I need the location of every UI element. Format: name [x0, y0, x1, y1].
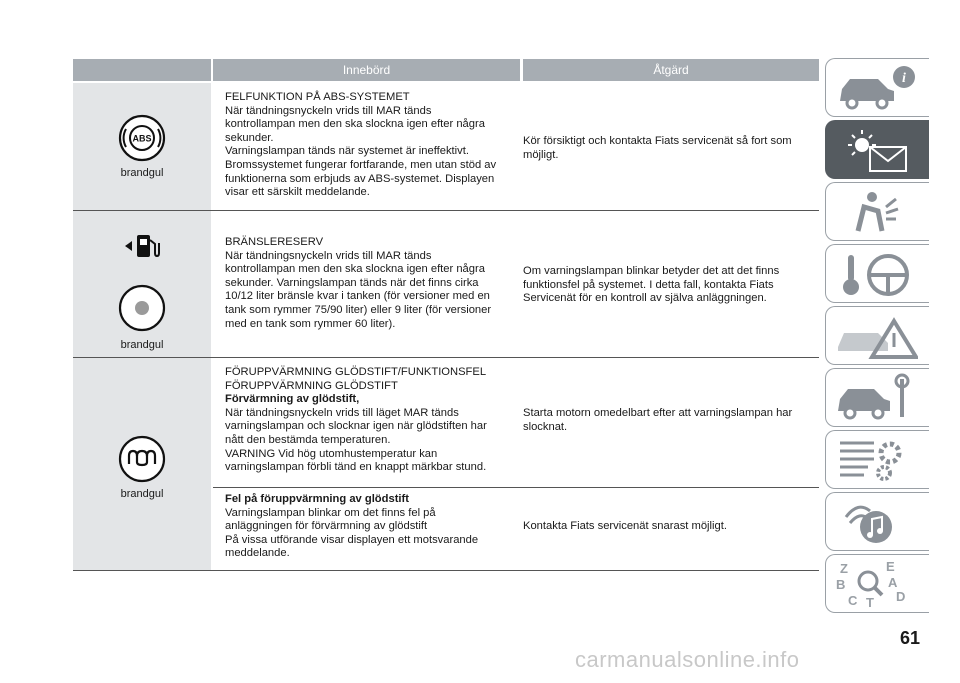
svg-text:ABS: ABS — [132, 133, 152, 144]
side-tab-technical-data[interactable] — [825, 430, 929, 489]
header-meaning: Innebörd — [213, 59, 520, 81]
meaning-title: FELFUNKTION PÅ ABS-SYSTEMET — [225, 91, 410, 103]
svg-text:A: A — [888, 575, 898, 590]
side-tab-index[interactable] — [825, 554, 929, 613]
lamp-caption: brandgul — [120, 488, 164, 500]
car-maintenance-icon — [834, 373, 918, 423]
warning-light-icon — [834, 125, 918, 175]
side-tab-car-info[interactable] — [825, 58, 929, 117]
table-row — [73, 211, 819, 357]
emergency-triangle-icon — [834, 311, 918, 361]
side-tab-multimedia[interactable] — [825, 492, 929, 551]
lamp-cell — [73, 358, 211, 570]
svg-text:E: E — [886, 559, 895, 574]
header-lamp — [73, 59, 211, 81]
key-steering-icon — [834, 249, 918, 299]
header-action: Åtgärd — [523, 59, 819, 81]
glow-plug-icon — [117, 434, 167, 484]
svg-text:D: D — [896, 589, 906, 604]
action-cell: Starta motorn omedelbart efter att varningslampan har slocknat. Kontakta Fiats servicenät snarast möjligt. — [523, 407, 793, 532]
abs-warning-icon — [117, 113, 167, 163]
meaning-cell: FÖRUPPVÄRMNING GLÖDSTIFT/FUNKTIONSFEL FÖRUPPVÄRMNING GLÖDSTIFT Förvärmning av glödstift, När tändningsnyckeln vrids till läget MAR tänds varningslampan och slocknar igen när glödstiften har nått den bestämda temperaturen. VARNING Vid hög utomhustemperatur kan varningslampan förbli tänd en knappt märkbar stund. Fel på föruppvärmning av glödstift Varningslampan blinkar om det finns fel på anläggningen för förvärmning av glödstift På vissa utförande visar displayen ett motsvarande meddelande. — [213, 358, 520, 570]
table-row — [73, 83, 819, 210]
multimedia-icon — [834, 497, 918, 547]
svg-text:C: C — [848, 593, 858, 608]
lamp-cell — [73, 83, 211, 210]
side-tab-maintenance[interactable] — [825, 368, 929, 427]
side-tab-safety[interactable] — [825, 182, 929, 241]
indicator-lamp-icon — [117, 283, 167, 333]
index-icon — [834, 559, 918, 609]
meaning-title: FÖRUPPVÄRMNING GLÖDSTIFT/FUNKTIONSFEL — [225, 366, 487, 378]
svg-text:Z: Z — [840, 561, 848, 576]
meaning-title: Fel på föruppvärmning av glödstift — [225, 493, 409, 505]
meaning-cell: BRÄNSLERESERV När tändningsnyckeln vrids till MAR tänds kontrollampan men den ska slockna igen efter några sekunder. Varningslampan tänds när det finns cirka 10/12 liter bränsle kvar i tanken (för versioner med en tank som rymmer 75/90 liter) eller 9 liter (för versioner med en tank som rymmer 60 liter). — [213, 211, 520, 357]
action-cell: Kör försiktigt och kontakta Fiats servicenät så fort som möjligt. — [523, 135, 792, 161]
car-info-icon — [834, 63, 918, 113]
svg-text:B: B — [836, 577, 846, 592]
svg-text:i: i — [902, 71, 906, 86]
watermark: carmanualsonline.info — [575, 647, 800, 672]
table-row — [73, 358, 819, 570]
page-number: 61 — [900, 628, 921, 648]
action-cell: Om varningslampan blinkar betyder det att det finns funktionsfel på systemet. I detta fall, kontakta Fiats Servicenät för en kontroll av själva anläggningen. — [523, 265, 780, 305]
airbag-seat-icon — [834, 187, 918, 237]
side-tab-warning-lights[interactable] — [825, 120, 929, 179]
fuel-reserve-icon — [123, 231, 163, 261]
meaning-title: BRÄNSLERESERV — [225, 236, 324, 248]
svg-text:T: T — [866, 595, 874, 609]
lamp-caption: brandgul — [120, 167, 164, 179]
side-tab-starting-driving[interactable] — [825, 244, 929, 303]
sub-row-divider — [213, 487, 819, 488]
lamp-cell — [73, 211, 211, 357]
lamp-caption: brandgul — [120, 339, 164, 351]
side-tab-emergency[interactable] — [825, 306, 929, 365]
specifications-icon — [834, 435, 918, 485]
meaning-cell: FELFUNKTION PÅ ABS-SYSTEMET När tändningsnyckeln vrids till MAR tänds kontrollampan men den ska slockna igen efter några sekunder. Varningslampan tänds när systemet är ineffektivt. Bromssystemet fungerar fortfarande, men utan stöd av funktionerna som erbjuds av ABS-systemet. Displayen visar ett särskilt meddelande. — [213, 83, 520, 210]
row-divider — [73, 570, 819, 571]
